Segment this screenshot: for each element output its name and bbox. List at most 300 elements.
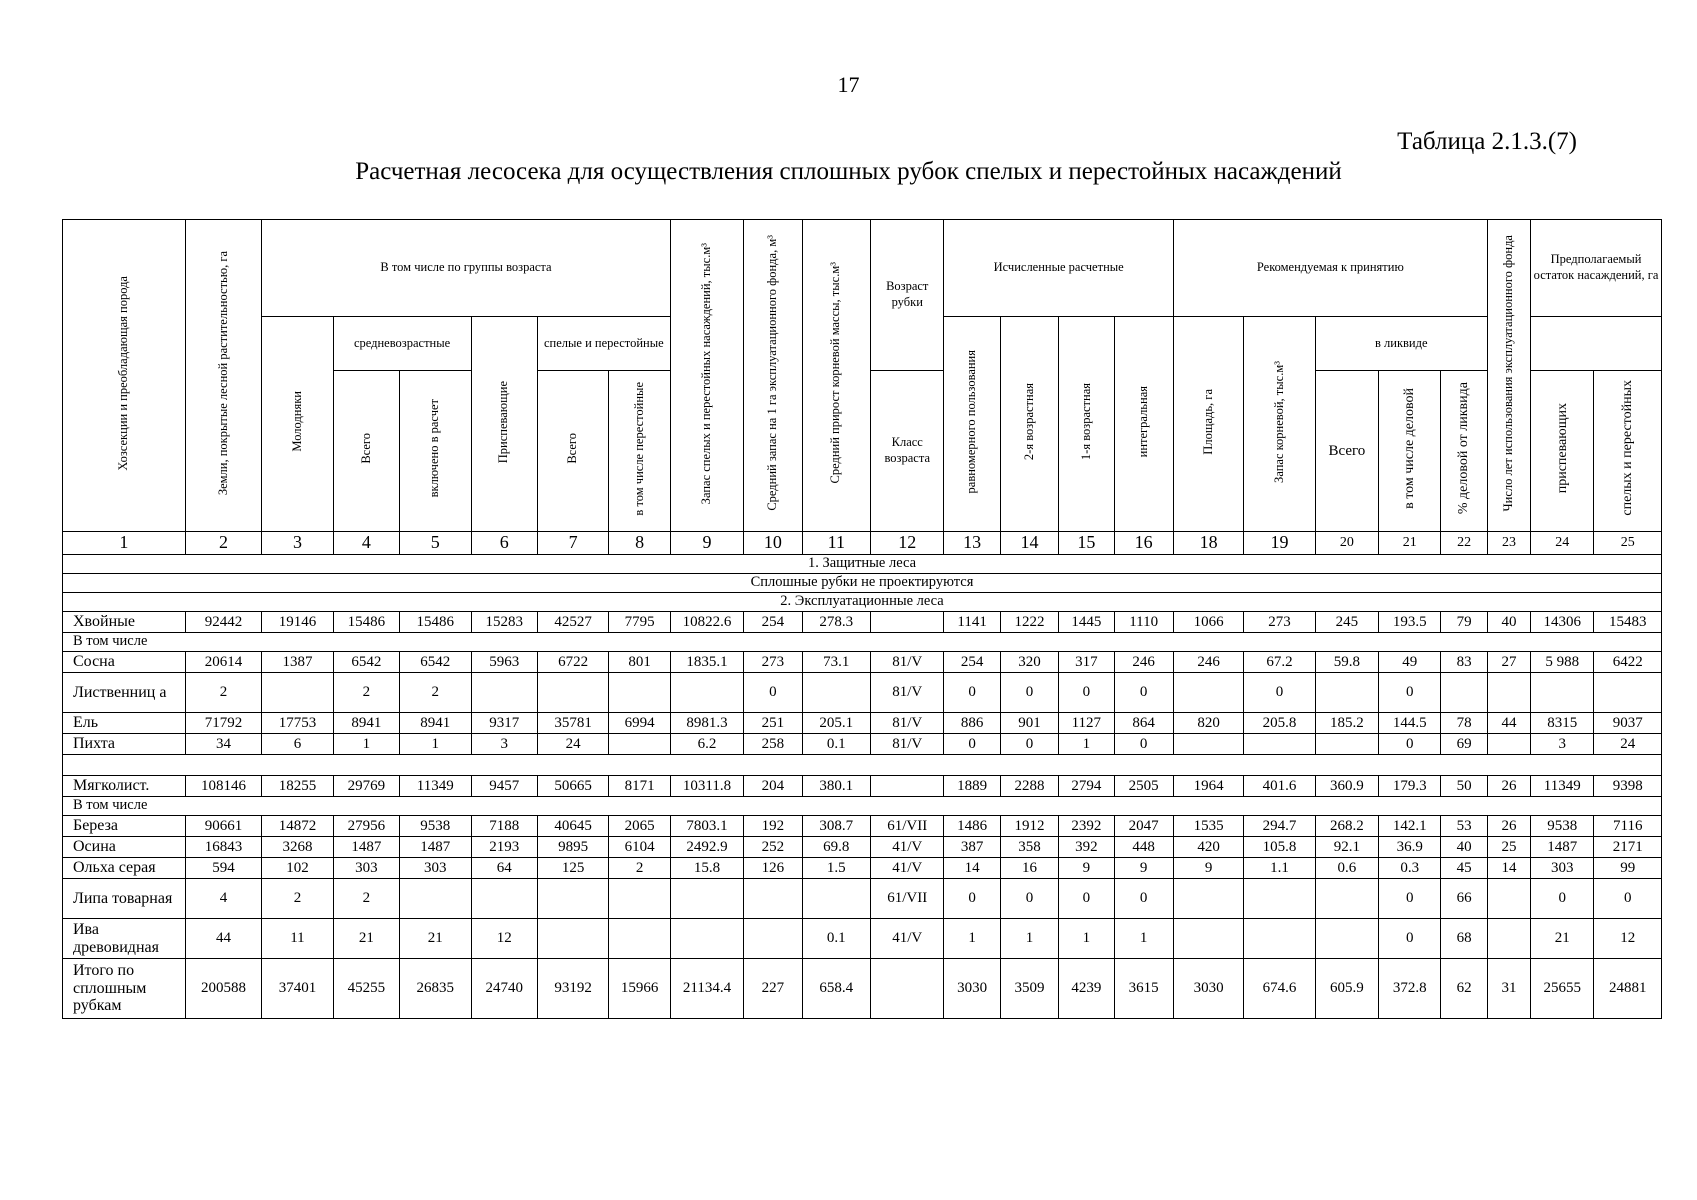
header-col-7: Всего	[537, 371, 608, 532]
cell	[744, 919, 802, 959]
column-number: 6	[471, 532, 537, 555]
cell	[1441, 673, 1487, 713]
cell: 7116	[1594, 816, 1662, 837]
cell: 2	[262, 879, 333, 919]
cell: 37401	[262, 959, 333, 1019]
header-col-14: 2-я возрастная	[1000, 317, 1058, 532]
cell: 0	[1000, 734, 1058, 755]
cell	[1173, 673, 1243, 713]
cell: 308.7	[802, 816, 870, 837]
cell: 68	[1441, 919, 1487, 959]
cell: 360.9	[1315, 776, 1378, 797]
cell: 14	[1487, 858, 1530, 879]
cell: 8941	[400, 713, 471, 734]
column-number: 21	[1379, 532, 1441, 555]
cell: 0	[1114, 879, 1173, 919]
cell: 41/V	[871, 858, 944, 879]
cell: 0	[944, 879, 1000, 919]
cell: 21	[333, 919, 399, 959]
cell: 44	[1487, 713, 1530, 734]
cell: 93192	[537, 959, 608, 1019]
table-row	[63, 837, 1662, 858]
cell	[1531, 673, 1594, 713]
cell: 142.1	[1379, 816, 1441, 837]
header-age-groups: В том числе по группы возраста	[262, 220, 671, 317]
cell: 9538	[1531, 816, 1594, 837]
cell: 21	[400, 919, 471, 959]
header-col-1: Хозсекции и преобладающая порода	[63, 220, 186, 532]
table-row-total	[63, 959, 1662, 1019]
cell: 1141	[944, 612, 1000, 633]
column-number: 14	[1000, 532, 1058, 555]
cell: 401.6	[1244, 776, 1315, 797]
cell: 24881	[1594, 959, 1662, 1019]
cell: 27956	[333, 816, 399, 837]
header-col-8: в том числе перестойные	[609, 371, 670, 532]
cell: 227	[744, 959, 802, 1019]
cell: 1.1	[1244, 858, 1315, 879]
cell: 0	[1379, 879, 1441, 919]
cell: 41/V	[871, 919, 944, 959]
header-col-12: Класс возраста	[871, 371, 944, 532]
cell: 0	[1059, 673, 1114, 713]
column-number: 16	[1114, 532, 1173, 555]
cell: 21134.4	[670, 959, 743, 1019]
cell: 0	[944, 673, 1000, 713]
cell: 17753	[262, 713, 333, 734]
cell: 3	[1531, 734, 1594, 755]
cell: 50665	[537, 776, 608, 797]
cell: 246	[1173, 652, 1243, 673]
cell: 358	[1000, 837, 1058, 858]
cell	[670, 879, 743, 919]
cell: 0	[1000, 879, 1058, 919]
column-number: 12	[871, 532, 944, 555]
cell: 11349	[1531, 776, 1594, 797]
cell: 1487	[400, 837, 471, 858]
cell: 204	[744, 776, 802, 797]
cell: 9037	[1594, 713, 1662, 734]
cell	[1594, 673, 1662, 713]
cell: 71792	[185, 713, 261, 734]
header-col-23: Число лет использования эксплуатационного фонда	[1487, 220, 1530, 532]
cell: 6994	[609, 713, 670, 734]
cell: 2505	[1114, 776, 1173, 797]
cell: 42527	[537, 612, 608, 633]
cell: 7803.1	[670, 816, 743, 837]
cell: 1487	[1531, 837, 1594, 858]
header-col-2: Земли, покрытые лесной растительностью, га	[185, 220, 261, 532]
cell: 9317	[471, 713, 537, 734]
cell: 83	[1441, 652, 1487, 673]
cell: 27	[1487, 652, 1530, 673]
cell: 1	[333, 734, 399, 755]
cell: 372.8	[1379, 959, 1441, 1019]
cell: 40	[1441, 837, 1487, 858]
header-col-4: Всего	[333, 371, 399, 532]
cell: 1	[1000, 919, 1058, 959]
cell: 193.5	[1379, 612, 1441, 633]
cell	[262, 673, 333, 713]
cell: 192	[744, 816, 802, 837]
header-col-18: Площадь, га	[1173, 317, 1243, 532]
column-number: 25	[1594, 532, 1662, 555]
cell: 5 988	[1531, 652, 1594, 673]
cell: 9	[1059, 858, 1114, 879]
cell: 81/V	[871, 652, 944, 673]
cell	[871, 959, 944, 1019]
cell: 303	[400, 858, 471, 879]
cell: 3030	[944, 959, 1000, 1019]
column-number: 20	[1315, 532, 1378, 555]
cell	[1315, 879, 1378, 919]
section-protective: 1. Защитные леса	[63, 555, 1662, 574]
cell: 6542	[333, 652, 399, 673]
cell: 2	[333, 673, 399, 713]
cell: 6104	[609, 837, 670, 858]
cell: 7795	[609, 612, 670, 633]
cell: 0.6	[1315, 858, 1378, 879]
cell: 251	[744, 713, 802, 734]
cell: 1964	[1173, 776, 1243, 797]
cell: 78	[1441, 713, 1487, 734]
cell	[609, 734, 670, 755]
cell: 9398	[1594, 776, 1662, 797]
header-col-24: приспевающих	[1531, 371, 1594, 532]
cell: 0.1	[802, 919, 870, 959]
row-label: Сосна	[63, 652, 186, 673]
cell: 0	[1379, 734, 1441, 755]
header-recommended: Рекомендуемая к принятию	[1173, 220, 1487, 317]
cell: 1387	[262, 652, 333, 673]
table-row	[63, 919, 1662, 959]
cell: 1	[400, 734, 471, 755]
row-label: Мягколист.	[63, 776, 186, 797]
table-row	[63, 858, 1662, 879]
cell: 6722	[537, 652, 608, 673]
header-col-16: интегральная	[1114, 317, 1173, 532]
cell: 44	[185, 919, 261, 959]
cell: 20614	[185, 652, 261, 673]
table-row	[63, 713, 1662, 734]
cell: 594	[185, 858, 261, 879]
cell: 45255	[333, 959, 399, 1019]
cell	[802, 879, 870, 919]
cell: 66	[1441, 879, 1487, 919]
cell: 50	[1441, 776, 1487, 797]
cell: 144.5	[1379, 713, 1441, 734]
cell: 1	[1059, 919, 1114, 959]
cell: 36.9	[1379, 837, 1441, 858]
subheader-incl: В том числе	[63, 633, 1662, 652]
cell: 901	[1000, 713, 1058, 734]
cell: 420	[1173, 837, 1243, 858]
cell: 61/VII	[871, 879, 944, 919]
column-number: 18	[1173, 532, 1243, 555]
table-body	[63, 532, 1662, 1019]
cell: 2392	[1059, 816, 1114, 837]
header-col-15: 1-я возрастная	[1059, 317, 1114, 532]
column-number: 11	[802, 532, 870, 555]
cell: 11349	[400, 776, 471, 797]
header-col-25: спелых и перестойных	[1594, 371, 1662, 532]
cell: 9457	[471, 776, 537, 797]
header-col-5: включено в расчет	[400, 371, 471, 532]
cell: 3268	[262, 837, 333, 858]
table-label: Таблица 2.1.3.(7)	[1397, 128, 1577, 155]
cell: 320	[1000, 652, 1058, 673]
cell	[609, 919, 670, 959]
cell: 6542	[400, 652, 471, 673]
cell: 59.8	[1315, 652, 1378, 673]
column-number: 24	[1531, 532, 1594, 555]
cell: 605.9	[1315, 959, 1378, 1019]
cell	[1244, 879, 1315, 919]
cell	[871, 776, 944, 797]
cell: 0	[1114, 734, 1173, 755]
section-no-cuts: Сплошные рубки не проектируются	[63, 574, 1662, 593]
table-row	[63, 673, 1662, 713]
cell: 18255	[262, 776, 333, 797]
cell: 273	[744, 652, 802, 673]
column-number: 22	[1441, 532, 1487, 555]
cell: 15283	[471, 612, 537, 633]
column-number: 4	[333, 532, 399, 555]
cell: 2171	[1594, 837, 1662, 858]
cell: 185.2	[1315, 713, 1378, 734]
page-number: 17	[837, 72, 860, 97]
cell: 9538	[400, 816, 471, 837]
cell: 15.8	[670, 858, 743, 879]
cell: 0	[1114, 673, 1173, 713]
cell: 6	[262, 734, 333, 755]
cell: 0	[1379, 673, 1441, 713]
cell: 105.8	[1244, 837, 1315, 858]
cell: 15486	[400, 612, 471, 633]
cell: 69	[1441, 734, 1487, 755]
column-numbers-row	[63, 532, 1662, 555]
header-mature: спелые и перестойные	[537, 317, 670, 371]
cell: 45	[1441, 858, 1487, 879]
cell: 3509	[1000, 959, 1058, 1019]
cell: 15483	[1594, 612, 1662, 633]
cell: 49	[1379, 652, 1441, 673]
cell	[670, 673, 743, 713]
column-number: 7	[537, 532, 608, 555]
cell: 317	[1059, 652, 1114, 673]
cell: 81/V	[871, 713, 944, 734]
cell: 69.8	[802, 837, 870, 858]
cell	[471, 673, 537, 713]
cell: 448	[1114, 837, 1173, 858]
cell: 294.7	[1244, 816, 1315, 837]
cell: 0.1	[802, 734, 870, 755]
cell	[1173, 879, 1243, 919]
cell: 2492.9	[670, 837, 743, 858]
cell: 9	[1173, 858, 1243, 879]
cell: 2794	[1059, 776, 1114, 797]
cell: 1486	[944, 816, 1000, 837]
row-label: Липа товарная	[63, 879, 186, 919]
cell	[1315, 673, 1378, 713]
header-col-20: Всего	[1315, 371, 1378, 532]
cell	[802, 673, 870, 713]
cell: 273	[1244, 612, 1315, 633]
cell	[744, 879, 802, 919]
cell: 81/V	[871, 734, 944, 755]
cell: 67.2	[1244, 652, 1315, 673]
cell: 2193	[471, 837, 537, 858]
cell: 24740	[471, 959, 537, 1019]
header-col-19: Запас корневой, тыс.м³	[1244, 317, 1315, 532]
cell: 8171	[609, 776, 670, 797]
cell: 108146	[185, 776, 261, 797]
cell: 254	[944, 652, 1000, 673]
cell: 25655	[1531, 959, 1594, 1019]
cell: 0	[1379, 919, 1441, 959]
header-col-3: Молодняки	[262, 317, 333, 532]
cell: 61/VII	[871, 816, 944, 837]
cell: 8941	[333, 713, 399, 734]
cell	[471, 879, 537, 919]
cell: 0	[1244, 673, 1315, 713]
cell: 9	[1114, 858, 1173, 879]
table-row	[63, 612, 1662, 633]
cell: 7188	[471, 816, 537, 837]
table-row	[63, 652, 1662, 673]
cell: 10822.6	[670, 612, 743, 633]
cell: 79	[1441, 612, 1487, 633]
cell: 1	[1114, 919, 1173, 959]
header-col-22: % деловой от ликвида	[1441, 371, 1487, 532]
cell: 14	[944, 858, 1000, 879]
cell: 1127	[1059, 713, 1114, 734]
cell: 14306	[1531, 612, 1594, 633]
cell: 21	[1531, 919, 1594, 959]
cell: 205.1	[802, 713, 870, 734]
cell: 1	[944, 919, 1000, 959]
cell: 303	[1531, 858, 1594, 879]
cell: 31	[1487, 959, 1530, 1019]
cell: 0	[1594, 879, 1662, 919]
column-number: 19	[1244, 532, 1315, 555]
cell	[1244, 734, 1315, 755]
cell: 102	[262, 858, 333, 879]
cell: 15486	[333, 612, 399, 633]
row-label: Лиственниц а	[63, 673, 186, 713]
cell: 126	[744, 858, 802, 879]
cell: 2	[333, 879, 399, 919]
cell: 3030	[1173, 959, 1243, 1019]
cell	[537, 673, 608, 713]
cell: 3	[471, 734, 537, 755]
table-row	[63, 734, 1662, 755]
cell: 40645	[537, 816, 608, 837]
header-col-6: Приспевающие	[471, 317, 537, 532]
cell: 801	[609, 652, 670, 673]
cell: 0	[1531, 879, 1594, 919]
row-label: Хвойные	[63, 612, 186, 633]
subheader-incl-2: В том числе	[63, 797, 1662, 816]
cell: 4239	[1059, 959, 1114, 1019]
header-middle-aged: средневозрастные	[333, 317, 471, 371]
cell: 886	[944, 713, 1000, 734]
table-row	[63, 879, 1662, 919]
cell: 24	[537, 734, 608, 755]
section-exploitation: 2. Эксплуатационные леса	[63, 593, 1662, 612]
cell	[609, 673, 670, 713]
cell: 1110	[1114, 612, 1173, 633]
cell: 12	[1594, 919, 1662, 959]
cell: 1445	[1059, 612, 1114, 633]
cell: 268.2	[1315, 816, 1378, 837]
cell: 2288	[1000, 776, 1058, 797]
row-label: Итого по сплошным рубкам	[63, 959, 186, 1019]
cell: 41/V	[871, 837, 944, 858]
cell: 278.3	[802, 612, 870, 633]
cell: 1912	[1000, 816, 1058, 837]
cell	[1487, 673, 1530, 713]
cell: 24	[1594, 734, 1662, 755]
cell: 29769	[333, 776, 399, 797]
cell: 258	[744, 734, 802, 755]
cell: 16	[1000, 858, 1058, 879]
cell: 2	[400, 673, 471, 713]
cell: 53	[1441, 816, 1487, 837]
column-number: 8	[609, 532, 670, 555]
column-number: 10	[744, 532, 802, 555]
cell: 658.4	[802, 959, 870, 1019]
header-liquid: в ликвиде	[1315, 317, 1487, 371]
cell	[1173, 734, 1243, 755]
cell: 1835.1	[670, 652, 743, 673]
cell: 1222	[1000, 612, 1058, 633]
cell: 64	[471, 858, 537, 879]
cell: 1066	[1173, 612, 1243, 633]
header-col-10: Средний запас на 1 га эксплуатационного фонда, м³	[744, 220, 802, 532]
cell: 820	[1173, 713, 1243, 734]
row-label: Ольха серая	[63, 858, 186, 879]
cell: 674.6	[1244, 959, 1315, 1019]
cell	[400, 879, 471, 919]
cell	[1173, 919, 1243, 959]
column-number: 23	[1487, 532, 1530, 555]
cell: 99	[1594, 858, 1662, 879]
cell	[871, 612, 944, 633]
table-row	[63, 816, 1662, 837]
cell: 6.2	[670, 734, 743, 755]
header-calculated: Исчисленные расчетные	[944, 220, 1173, 317]
column-number: 1	[63, 532, 186, 555]
cell	[1315, 734, 1378, 755]
cell: 10311.8	[670, 776, 743, 797]
cell: 1487	[333, 837, 399, 858]
cell: 387	[944, 837, 1000, 858]
column-number: 3	[262, 532, 333, 555]
cell	[1244, 919, 1315, 959]
cell: 2	[609, 858, 670, 879]
cell: 2047	[1114, 816, 1173, 837]
cell: 0.3	[1379, 858, 1441, 879]
cell	[1315, 919, 1378, 959]
cell	[1487, 919, 1530, 959]
cell: 254	[744, 612, 802, 633]
cell: 25	[1487, 837, 1530, 858]
row-label: Береза	[63, 816, 186, 837]
cell: 0	[1000, 673, 1058, 713]
header-remaining-sub	[1531, 317, 1662, 371]
cell: 303	[333, 858, 399, 879]
